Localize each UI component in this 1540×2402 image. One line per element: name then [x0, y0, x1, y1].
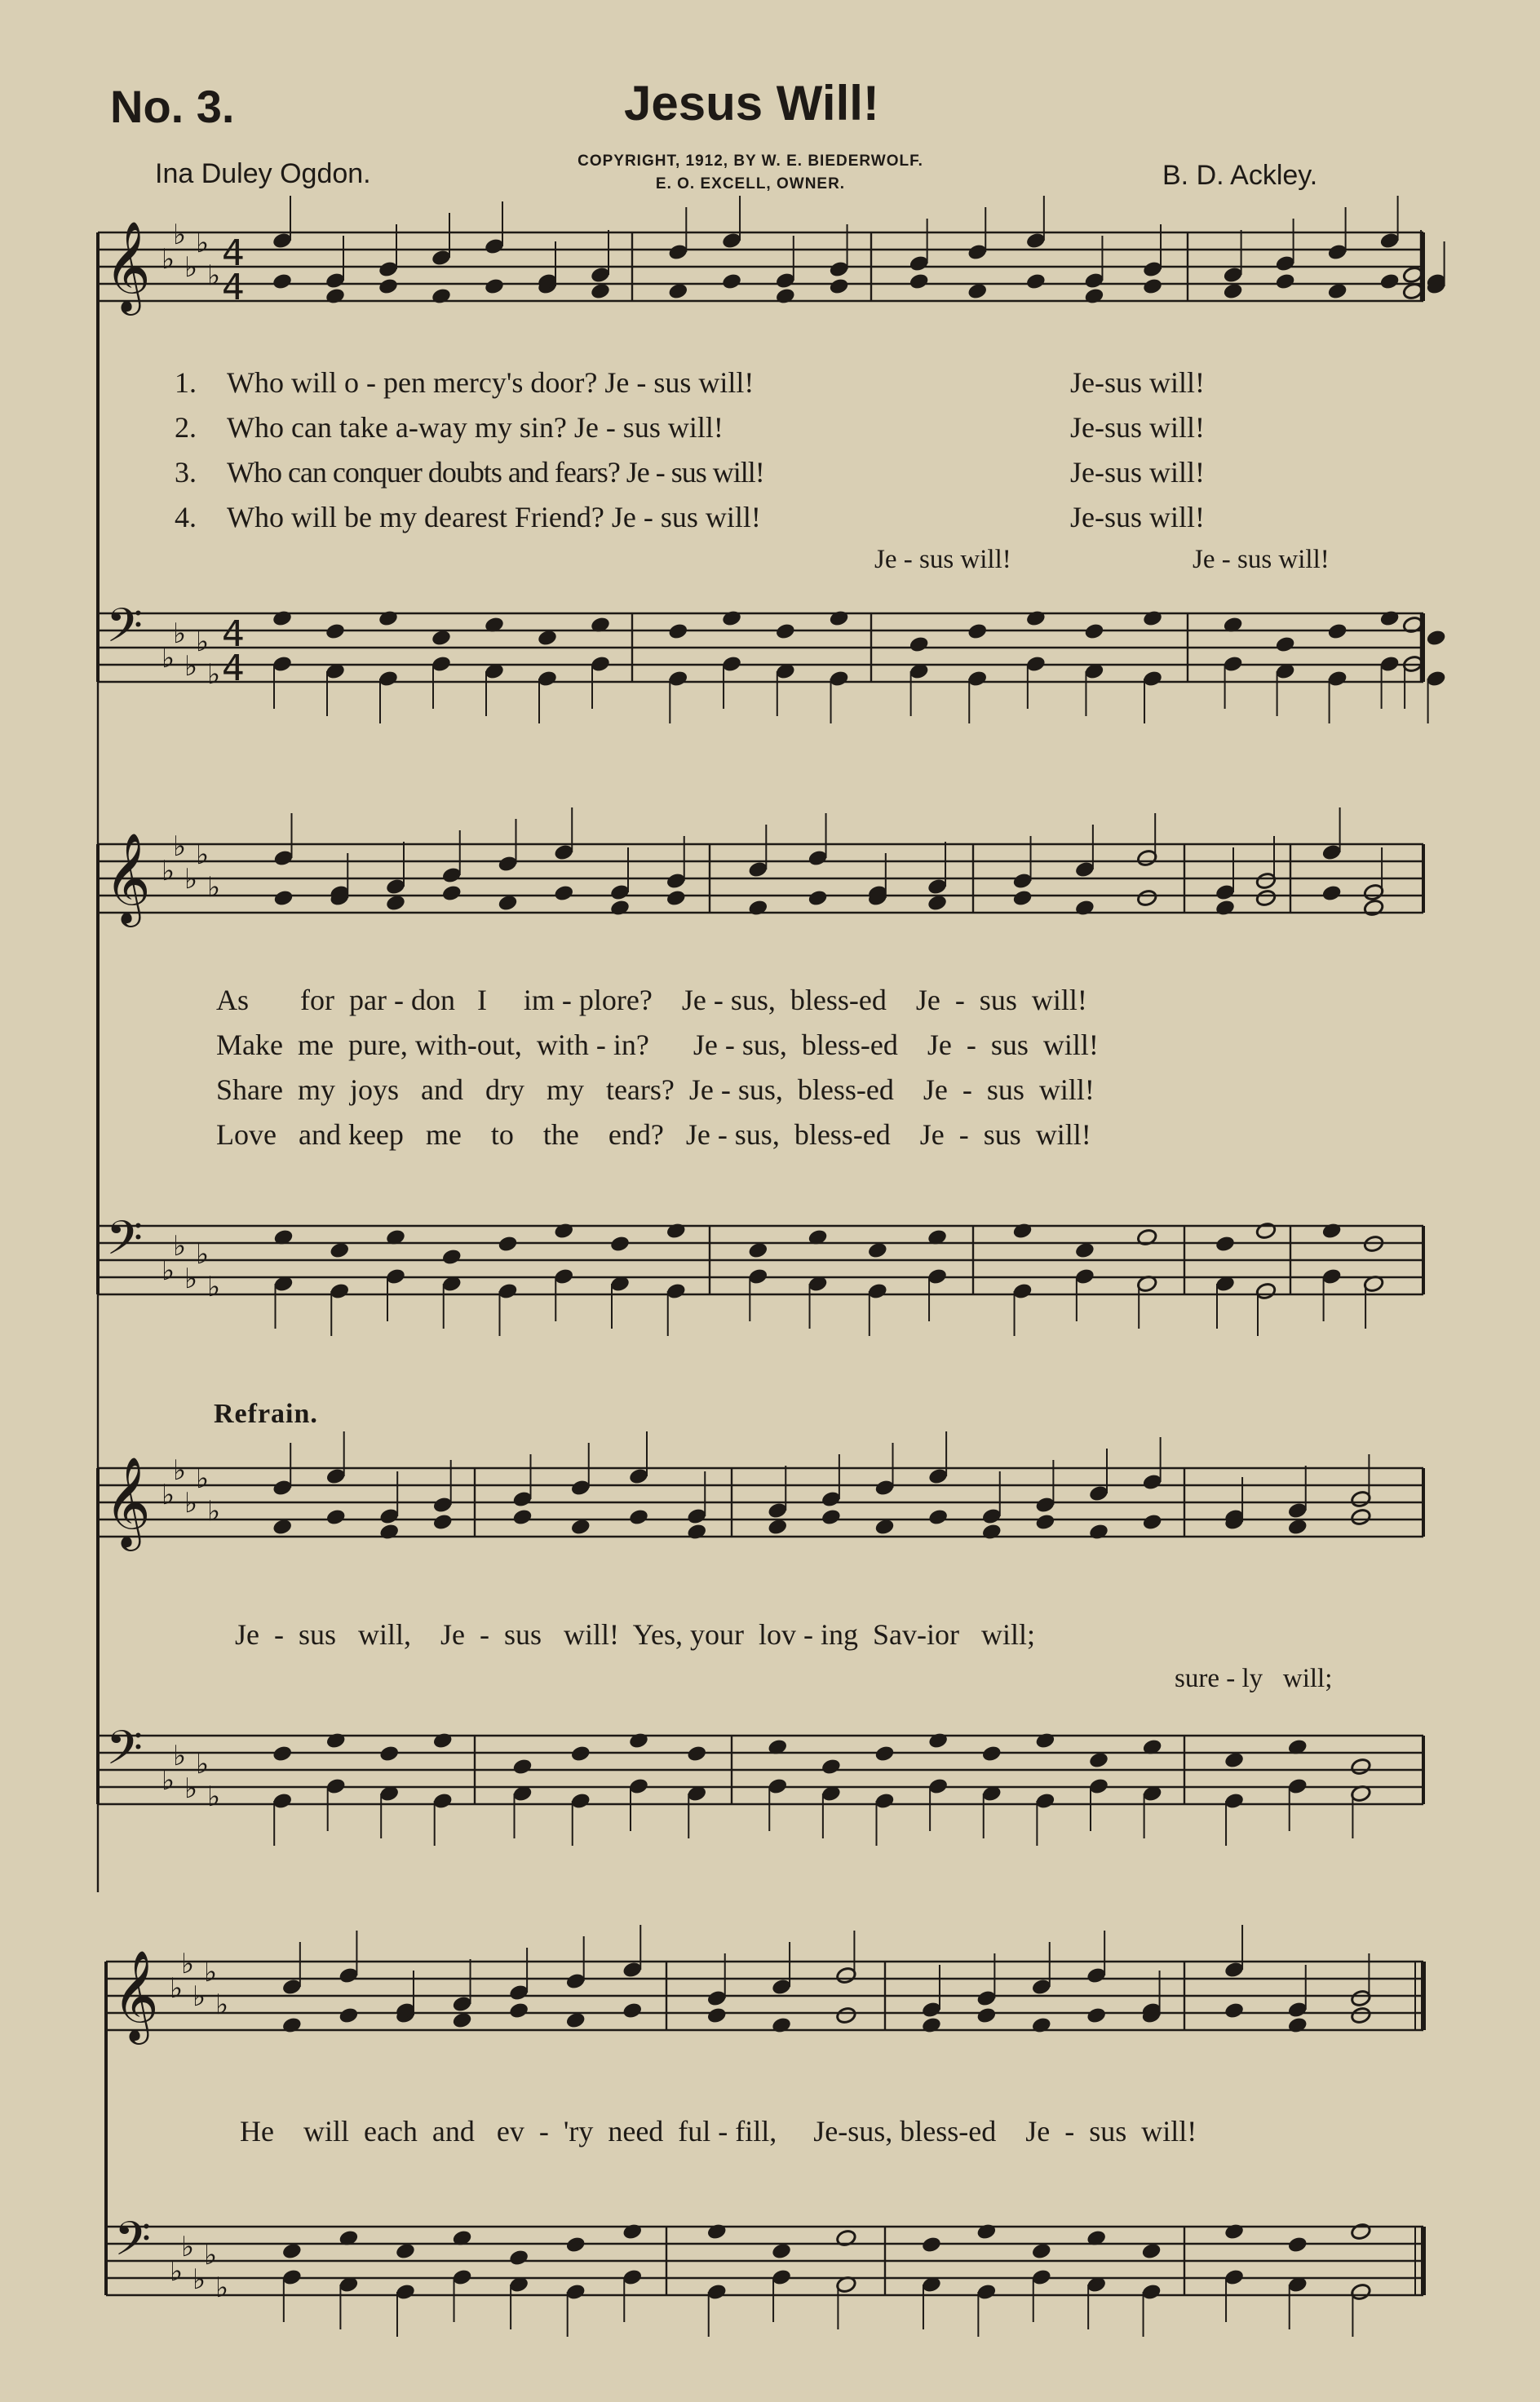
svg-text:𝄢: 𝄢: [106, 1210, 144, 1277]
verse-4-line-1: [175, 500, 761, 534]
svg-text:♭: ♭: [196, 227, 210, 259]
verse-number: 2.: [175, 411, 197, 444]
verse-2-line-2: Make me pure, with-out, with - in? Je - sus, bless-ed Je - sus will!: [216, 1028, 1099, 1061]
verse-number: 3.: [175, 456, 197, 489]
svg-text:♭: ♭: [181, 1948, 195, 1980]
copyright-line-1: COPYRIGHT, 1912, BY W. E. BIEDERWOLF.: [578, 153, 923, 170]
composer-credit: B. D. Ackley.: [1162, 160, 1318, 191]
verse-2-line-1: [175, 410, 724, 445]
verse-1-line-2: As for par - don I im - plore? Je - sus, bless-ed Je - sus will!: [216, 984, 1087, 1016]
svg-text:♭: ♭: [170, 2255, 184, 2288]
verse-text: Who will o - pen mercy's door? Je - sus will!: [227, 366, 755, 399]
svg-text:♭: ♭: [173, 830, 187, 863]
note-heads: [272, 232, 1447, 2302]
copyright-line-2: E. O. EXCELL, OWNER.: [655, 175, 846, 192]
hymn-number: No. 3.: [110, 81, 235, 132]
svg-text:♭: ♭: [215, 2272, 229, 2304]
svg-text:♭: ♭: [215, 1988, 229, 2021]
svg-text:𝄞: 𝄞: [104, 832, 151, 923]
svg-text:♭: ♭: [207, 1780, 221, 1813]
svg-text:♭: ♭: [162, 855, 175, 887]
verse-text: Who can take a-way my sin? Je - sus will!: [227, 411, 724, 444]
verse-1-line-1-end: Je-sus will!: [1070, 366, 1205, 399]
verse-text: Who can conquer doubts and fears? Je - sus will!: [227, 456, 764, 489]
svg-text:♭: ♭: [196, 1748, 210, 1780]
svg-text:♭: ♭: [173, 617, 187, 650]
svg-text:♭: ♭: [173, 1454, 187, 1487]
svg-text:♭: ♭: [207, 1271, 221, 1303]
verse-2-line-1-end: Je-sus will!: [1070, 411, 1205, 444]
svg-text:♭: ♭: [181, 2231, 195, 2263]
svg-text:4: 4: [222, 613, 245, 655]
bass-cue-1: Je - sus will!: [874, 545, 1011, 574]
svg-text:𝄞: 𝄞: [104, 220, 151, 312]
svg-text:♭: ♭: [184, 1263, 198, 1295]
svg-text:♭: ♭: [162, 1764, 175, 1797]
svg-text:♭: ♭: [173, 1230, 187, 1263]
svg-text:♭: ♭: [196, 1462, 210, 1495]
verse-3-line-1-end: Je-sus will!: [1070, 456, 1205, 489]
refrain-line-1: Je - sus will, Je - sus will! Yes, your lov - ing Sav-ior will;: [235, 1618, 1035, 1651]
svg-text:𝄞: 𝄞: [113, 1949, 159, 2041]
verse-4-line-2: Love and keep me to the end? Je - sus, bless-ed Je - sus will!: [216, 1118, 1091, 1151]
lyricist-credit: Ina Duley Ogdon.: [155, 158, 371, 189]
svg-text:♭: ♭: [173, 1740, 187, 1772]
svg-text:♭: ♭: [196, 1238, 210, 1271]
verse-3-line-1: [175, 455, 764, 489]
svg-text:4: 4: [222, 648, 245, 689]
svg-text:♭: ♭: [162, 243, 175, 276]
verse-1-line-1: [175, 365, 754, 400]
svg-text:♭: ♭: [184, 863, 198, 896]
refrain-cue: sure - ly will;: [1175, 1664, 1333, 1693]
verse-text: Who will be my dearest Friend? Je - sus will!: [227, 501, 761, 533]
verse-number: 4.: [175, 501, 197, 533]
svg-text:♭: ♭: [162, 642, 175, 675]
svg-text:♭: ♭: [192, 2263, 206, 2296]
svg-text:𝄞: 𝄞: [104, 1456, 151, 1547]
svg-text:♭: ♭: [184, 650, 198, 683]
refrain-label: Refrain.: [214, 1399, 318, 1429]
svg-text:♭: ♭: [207, 1495, 221, 1528]
svg-text:4: 4: [222, 267, 245, 308]
svg-text:♭: ♭: [184, 1487, 198, 1519]
refrain-line-2: He will each and ev - 'ry need ful - fill, Je-sus, bless-ed Je - sus will!: [240, 2115, 1197, 2148]
svg-text:♭: ♭: [207, 658, 221, 691]
svg-text:♭: ♭: [184, 1772, 198, 1805]
verse-number: 1.: [175, 366, 197, 399]
svg-text:♭: ♭: [192, 1980, 206, 2013]
svg-text:♭: ♭: [196, 626, 210, 658]
svg-text:♭: ♭: [207, 871, 221, 904]
verse-3-line-2: Share my joys and dry my tears? Je - sus, bless-ed Je - sus will!: [216, 1073, 1095, 1106]
svg-text:♭: ♭: [162, 1254, 175, 1287]
svg-text:♭: ♭: [204, 2239, 218, 2272]
svg-text:♭: ♭: [207, 259, 221, 292]
svg-text:𝄢: 𝄢: [106, 1720, 144, 1787]
svg-text:4: 4: [222, 232, 245, 274]
bass-cue-2: Je - sus will!: [1193, 545, 1330, 574]
svg-text:♭: ♭: [170, 1972, 184, 2005]
svg-text:♭: ♭: [196, 838, 210, 871]
hymn-title: Jesus Will!: [624, 76, 879, 130]
svg-text:𝄢: 𝄢: [106, 598, 144, 665]
svg-text:♭: ♭: [204, 1956, 218, 1988]
verse-4-line-1-end: Je-sus will!: [1070, 501, 1205, 533]
svg-text:♭: ♭: [184, 251, 198, 284]
svg-text:♭: ♭: [173, 219, 187, 251]
svg-text:𝄢: 𝄢: [114, 2211, 152, 2278]
svg-text:♭: ♭: [162, 1479, 175, 1511]
